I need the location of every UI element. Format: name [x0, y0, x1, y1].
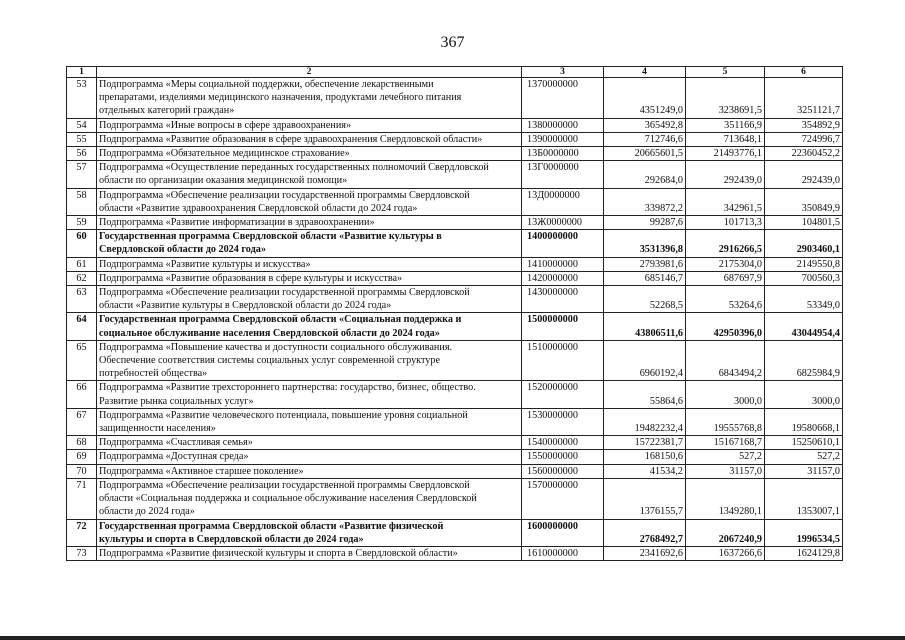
- row-value-col5: 19555768,8: [686, 408, 765, 435]
- table-row: [67, 408, 843, 435]
- row-value-col4: 365492,8: [604, 118, 686, 132]
- row-value-col5: 3238691,5: [686, 78, 765, 119]
- budget-table: [66, 66, 843, 561]
- row-name: [97, 188, 522, 215]
- row-name-line: Развитие рынка социальных услуг»: [99, 395, 254, 407]
- row-value-col6: 700560,3: [765, 271, 843, 285]
- row-value-col5: 713648,1: [686, 132, 765, 146]
- row-code: 1550000000: [522, 450, 604, 464]
- row-value-col4: 168150,6: [604, 450, 686, 464]
- header-col-1: 1: [67, 67, 97, 78]
- scan-bottom-edge: [0, 636, 905, 640]
- row-value-col4: 15722381,7: [604, 436, 686, 450]
- row-name-line: Подпрограмма «Обязательное медицинское страхование»: [99, 148, 350, 160]
- row-name-line: Подпрограмма «Развитие образования в сфере здравоохранения Свердловской области»: [99, 133, 483, 145]
- row-name: [97, 132, 522, 146]
- row-value-col5: 101713,3: [686, 216, 765, 230]
- row-value-col5: 527,2: [686, 450, 765, 464]
- table-row: [67, 436, 843, 450]
- row-name-line: защищенности населения»: [99, 423, 216, 435]
- row-number: 65: [67, 340, 97, 381]
- table-row: [67, 147, 843, 161]
- table-row: [67, 478, 843, 519]
- row-value-col6: 22360452,2: [765, 147, 843, 161]
- row-value-col5: 42950396,0: [686, 313, 765, 340]
- row-name: [97, 450, 522, 464]
- row-name: [97, 216, 522, 230]
- row-value-col4: 6960192,4: [604, 340, 686, 381]
- row-name: [97, 147, 522, 161]
- row-value-col6: 527,2: [765, 450, 843, 464]
- row-name-line: Подпрограмма «Меры социальной поддержки, обеспечение лекарственными: [99, 79, 434, 90]
- row-name: [97, 464, 522, 478]
- row-value-col4: 4351249,0: [604, 78, 686, 119]
- row-number: 59: [67, 216, 97, 230]
- row-value-col4: 2341692,6: [604, 546, 686, 560]
- row-value-col5: 2916266,5: [686, 230, 765, 257]
- row-value-col6: 2149550,8: [765, 257, 843, 271]
- row-name-line: Подпрограмма «Развитие образования в сфере культуры и искусства»: [99, 272, 403, 284]
- row-number: 70: [67, 464, 97, 478]
- row-name-line: Государственная программа Свердловской области «Развитие физической: [99, 520, 444, 532]
- table-row: [67, 286, 843, 313]
- row-name-line: Подпрограмма «Развитие культуры и искусства»: [99, 258, 311, 270]
- row-value-col4: 20665601,5: [604, 147, 686, 161]
- row-value-col4: 41534,2: [604, 464, 686, 478]
- row-name: [97, 381, 522, 408]
- row-value-col6: 31157,0: [765, 464, 843, 478]
- row-value-col6: 104801,5: [765, 216, 843, 230]
- row-name-line: Подпрограмма «Развитие человеческого потенциала, повышение уровня социальной: [99, 409, 468, 421]
- row-code: 13Д0000000: [522, 188, 604, 215]
- row-value-col5: 3000,0: [686, 381, 765, 408]
- row-name: [97, 313, 522, 340]
- row-name-line: Подпрограмма «Повышение качества и доступности социального обслуживания.: [99, 341, 453, 353]
- table-row: [67, 313, 843, 340]
- row-value-col6: 43044954,4: [765, 313, 843, 340]
- table-row: [67, 381, 843, 408]
- row-value-col6: 15250610,1: [765, 436, 843, 450]
- row-value-col5: 6843494,2: [686, 340, 765, 381]
- row-value-col6: 724996,7: [765, 132, 843, 146]
- row-code: 1390000000: [522, 132, 604, 146]
- row-value-col5: 15167168,7: [686, 436, 765, 450]
- row-code: 1510000000: [522, 340, 604, 381]
- row-name: [97, 478, 522, 519]
- row-name: [97, 408, 522, 435]
- table-row: [67, 519, 843, 546]
- row-value-col6: 3000,0: [765, 381, 843, 408]
- row-code: 1400000000: [522, 230, 604, 257]
- row-value-col6: 3251121,7: [765, 78, 843, 119]
- row-name: [97, 161, 522, 188]
- row-name-line: Государственная программа Свердловской области «Социальная поддержка и: [99, 314, 462, 326]
- row-name-line: области до 2024 года»: [99, 506, 195, 518]
- row-name-line: области «Социальная поддержка и социальное обслуживание населения Свердловской: [99, 493, 477, 505]
- row-value-col6: 53349,0: [765, 286, 843, 313]
- row-code: 13Ж0000000: [522, 216, 604, 230]
- table-row: [67, 230, 843, 257]
- row-code: 13Г0000000: [522, 161, 604, 188]
- row-name-line: отдельных категорий граждан»: [99, 105, 235, 117]
- row-number: 61: [67, 257, 97, 271]
- table-row: [67, 188, 843, 215]
- row-name-line: Подпрограмма «Осуществление переданных государственных полномочий Свердловской: [99, 162, 489, 174]
- row-name-line: Подпрограмма «Иные вопросы в сфере здравоохранения»: [99, 119, 352, 131]
- row-value-col4: 2793981,6: [604, 257, 686, 271]
- row-name-line: препаратами, изделиями медицинского назначения, продуктами лечебного питания: [99, 92, 462, 104]
- row-name-line: Подпрограмма «Счастливая семья»: [99, 437, 253, 449]
- row-code: 1500000000: [522, 313, 604, 340]
- row-name-line: Обеспечение соответствия системы социальных услуг современной структуре: [99, 355, 441, 367]
- row-number: 53: [67, 78, 97, 119]
- table-row: [67, 78, 843, 119]
- row-name-line: Подпрограмма «Развитие физической культуры и спорта в Свердловской области»: [99, 547, 458, 559]
- row-name-line: Подпрограмма «Обеспечение реализации государственной программы Свердловской: [99, 287, 470, 299]
- row-name: [97, 230, 522, 257]
- row-name: [97, 118, 522, 132]
- table-row: [67, 450, 843, 464]
- row-name-line: Государственная программа Свердловской области «Развитие культуры в: [99, 231, 442, 243]
- row-number: 73: [67, 546, 97, 560]
- row-number: 54: [67, 118, 97, 132]
- row-name: [97, 286, 522, 313]
- row-number: 58: [67, 188, 97, 215]
- row-name-line: Подпрограмма «Активное старшее поколение»: [99, 465, 304, 477]
- row-code: 1560000000: [522, 464, 604, 478]
- row-code: 1370000000: [522, 78, 604, 119]
- row-number: 68: [67, 436, 97, 450]
- row-value-col5: 31157,0: [686, 464, 765, 478]
- row-value-col5: 2175304,0: [686, 257, 765, 271]
- row-value-col4: 685146,7: [604, 271, 686, 285]
- row-value-col6: 6825984,9: [765, 340, 843, 381]
- row-value-col4: 3531396,8: [604, 230, 686, 257]
- row-value-col4: 2768492,7: [604, 519, 686, 546]
- row-number: 66: [67, 381, 97, 408]
- row-code: 1540000000: [522, 436, 604, 450]
- row-name-line: Подпрограмма «Обеспечение реализации государственной программы Свердловской: [99, 189, 470, 201]
- row-value-col6: 292439,0: [765, 161, 843, 188]
- table-row: [67, 257, 843, 271]
- row-number: 72: [67, 519, 97, 546]
- row-name-line: Подпрограмма «Обеспечение реализации государственной программы Свердловской: [99, 479, 470, 491]
- table-row: [67, 340, 843, 381]
- row-number: 63: [67, 286, 97, 313]
- row-code: 1520000000: [522, 381, 604, 408]
- row-name-line: культуры и спорта в Свердловской области до 2024 года»: [99, 533, 364, 545]
- row-code: 1530000000: [522, 408, 604, 435]
- row-name-line: потребностей общества»: [99, 368, 208, 380]
- header-col-5: 5: [686, 67, 765, 78]
- table-row: [67, 118, 843, 132]
- table-row: [67, 216, 843, 230]
- row-name-line: Подпрограмма «Развитие информатизации в здравоохранении»: [99, 217, 375, 229]
- table-row: [67, 271, 843, 285]
- row-value-col5: 21493776,1: [686, 147, 765, 161]
- row-code: 1410000000: [522, 257, 604, 271]
- row-value-col6: 350849,9: [765, 188, 843, 215]
- row-name-line: области «Развитие здравоохранения Свердловской области до 2024 года»: [99, 202, 418, 214]
- row-value-col4: 43806511,6: [604, 313, 686, 340]
- row-name: [97, 519, 522, 546]
- row-name: [97, 340, 522, 381]
- row-number: 71: [67, 478, 97, 519]
- row-number: 57: [67, 161, 97, 188]
- row-name-line: области «Развитие культуры в Свердловской области до 2024 года»: [99, 300, 392, 312]
- row-number: 62: [67, 271, 97, 285]
- header-col-2: 2: [97, 67, 522, 78]
- row-number: 56: [67, 147, 97, 161]
- header-col-3: 3: [522, 67, 604, 78]
- row-name: [97, 78, 522, 119]
- row-name: [97, 436, 522, 450]
- row-name-line: Подпрограмма «Доступная среда»: [99, 451, 249, 463]
- row-number: 67: [67, 408, 97, 435]
- row-value-col5: 2067240,9: [686, 519, 765, 546]
- header-col-4: 4: [604, 67, 686, 78]
- row-number: 55: [67, 132, 97, 146]
- row-name-line: Свердловской области до 2024 года»: [99, 244, 266, 256]
- row-name: [97, 271, 522, 285]
- row-value-col5: 351166,9: [686, 118, 765, 132]
- row-value-col4: 1376155,7: [604, 478, 686, 519]
- row-code: 1430000000: [522, 286, 604, 313]
- table-row: [67, 161, 843, 188]
- table-row: [67, 132, 843, 146]
- row-value-col5: 292439,0: [686, 161, 765, 188]
- row-value-col6: 354892,9: [765, 118, 843, 132]
- row-name-line: социальное обслуживание населения Свердловской области до 2024 года»: [99, 327, 440, 339]
- row-value-col4: 339872,2: [604, 188, 686, 215]
- table-row: [67, 546, 843, 560]
- row-code: 13Б0000000: [522, 147, 604, 161]
- row-value-col4: 99287,6: [604, 216, 686, 230]
- row-value-col5: 1637266,6: [686, 546, 765, 560]
- row-value-col5: 1349280,1: [686, 478, 765, 519]
- row-value-col6: 1624129,8: [765, 546, 843, 560]
- row-value-col6: 19580668,1: [765, 408, 843, 435]
- row-number: 69: [67, 450, 97, 464]
- row-name: [97, 257, 522, 271]
- row-code: 1600000000: [522, 519, 604, 546]
- row-code: 1420000000: [522, 271, 604, 285]
- row-value-col5: 342961,5: [686, 188, 765, 215]
- row-value-col4: 292684,0: [604, 161, 686, 188]
- row-value-col5: 687697,9: [686, 271, 765, 285]
- row-value-col4: 55864,6: [604, 381, 686, 408]
- table-row: [67, 464, 843, 478]
- row-value-col4: 52268,5: [604, 286, 686, 313]
- row-value-col6: 1996534,5: [765, 519, 843, 546]
- row-number: 64: [67, 313, 97, 340]
- row-name-line: Подпрограмма «Развитие трехстороннего партнерства: государство, бизнес, общество.: [99, 382, 476, 394]
- row-number: 60: [67, 230, 97, 257]
- page-number: 367: [440, 34, 465, 51]
- row-code: 1610000000: [522, 546, 604, 560]
- row-value-col4: 712746,6: [604, 132, 686, 146]
- row-code: 1570000000: [522, 478, 604, 519]
- header-col-6: 6: [765, 67, 843, 78]
- table-header-row: [67, 67, 843, 78]
- row-code: 1380000000: [522, 118, 604, 132]
- row-value-col6: 1353007,1: [765, 478, 843, 519]
- row-value-col6: 2903460,1: [765, 230, 843, 257]
- row-value-col4: 19482232,4: [604, 408, 686, 435]
- row-name-line: области по организации оказания медицинской помощи»: [99, 175, 348, 187]
- row-value-col5: 53264,6: [686, 286, 765, 313]
- row-name: [97, 546, 522, 560]
